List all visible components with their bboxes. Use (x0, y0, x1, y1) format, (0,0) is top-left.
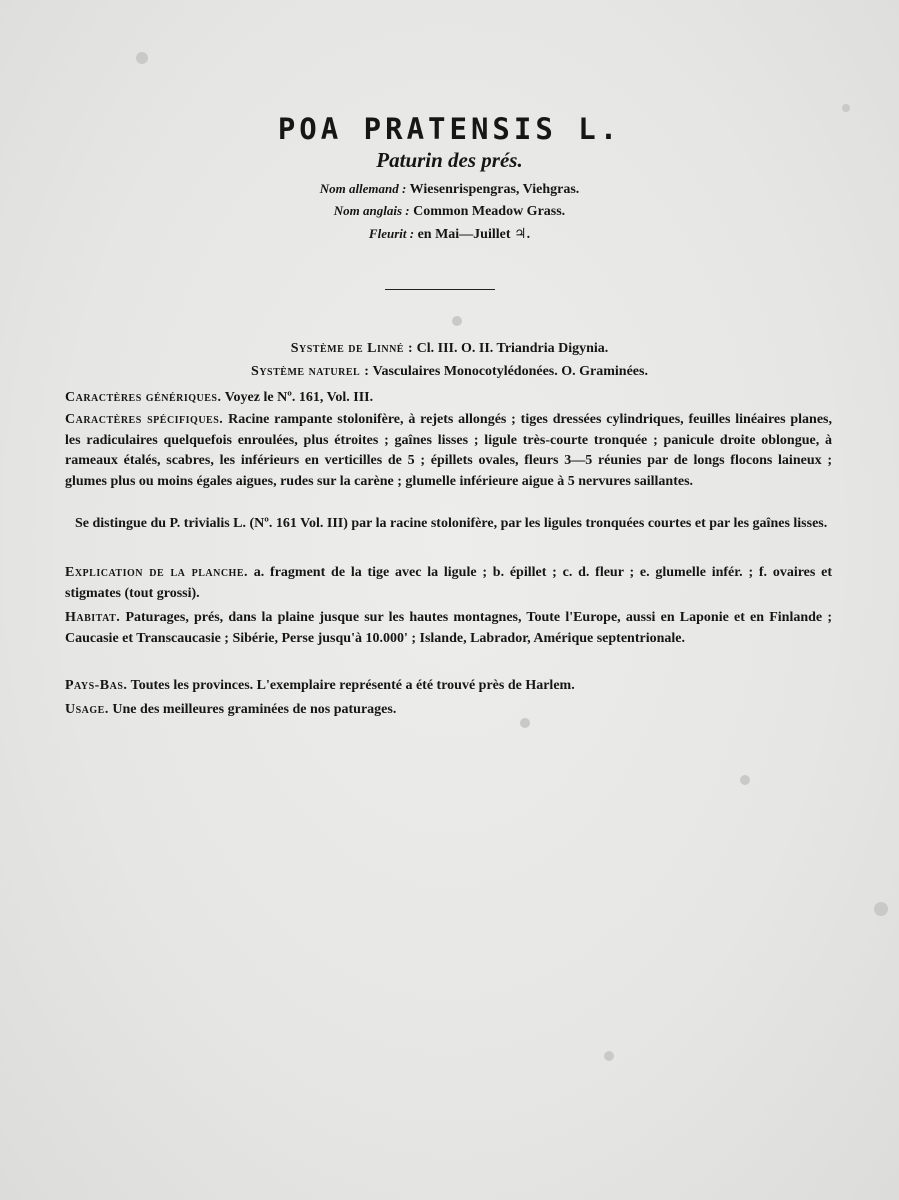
paysbas-text: Toutes les provinces. L'exemplaire représenté a été trouvé près de Harlem. (130, 678, 575, 693)
netherlands-paragraph (65, 676, 832, 697)
german-name-line (0, 181, 899, 198)
habitat-paragraph (65, 608, 832, 649)
paper-speck (136, 52, 148, 64)
linne-label: Système de Linné : (290, 341, 414, 356)
linne-system-line (0, 341, 899, 357)
english-name-value: Common Meadow Grass. (413, 204, 566, 219)
flowering-label: Fleurit : (368, 226, 415, 241)
habitat-label: Habitat. (65, 610, 121, 625)
specifiques-text: Racine rampante stolonifère, à rejets allongés ; tiges dressées cylindriques, feuilles linéaires planes, les radiculaires quelquefois enroulées, plus étroites ; gaînes lisses ; ligule très-courte tronquée ; panicule droite oblongue, à rameaux étalés, scabres, les inférieurs en verticilles de 5 ; épillets ovales, fleurs 3—5 réunies par de longs flocons laineux ; glumes plus ou moins égales aigues, rudes sur la carène ; glumelle inférieure aigue à 5 nervures saillantes. (65, 412, 833, 489)
naturel-label: Système naturel : (251, 364, 370, 379)
english-name-label: Nom anglais : (333, 203, 410, 218)
explication-label: Explication de la planche. (65, 565, 248, 580)
paper-speck (842, 104, 850, 112)
paper-speck (740, 775, 750, 785)
explication-text: a. fragment de la tige avec la ligule ; b. épillet ; c. d. fleur ; e. glumelle infér. ; f. ovaires et stigmates (tout grossi). (65, 565, 833, 601)
specific-characters-paragraph (65, 410, 832, 492)
specifiques-label: Caractères spécifiques. (65, 412, 224, 427)
distinction-paragraph: Se distingue du P. trivialis L. (Nº. 161 Vol. III) par la racine stolonifère, par les ligules tronquées courtes et par les gaînes lisses. (75, 516, 828, 531)
usage-paragraph (65, 700, 832, 721)
species-title: POA PRATENSIS L. (277, 112, 622, 146)
english-name-line (0, 203, 899, 220)
flowering-line (0, 226, 899, 243)
paper-speck (452, 316, 462, 326)
divider-rule (385, 289, 495, 290)
paysbas-label: Pays-Bas. (65, 678, 128, 693)
usage-text: Une des meilleures graminées de nos paturages. (112, 702, 397, 717)
paper-speck (874, 902, 888, 916)
habitat-text: Paturages, prés, dans la plaine jusque sur les hautes montagnes, Toute l'Europe, aussi en Laponie et en Finlande ; Caucasie et Transcaucasie ; Sibérie, Perse jusqu'à 10.000' ; Islande, Labrador, Amérique septentrionale. (65, 610, 832, 646)
naturel-value: Vasculaires Monocotylédonées. O. Graminées. (372, 364, 648, 379)
generiques-text: Voyez le Nº. 161, Vol. III. (224, 390, 374, 405)
natural-system-line (0, 364, 899, 380)
generic-characters-paragraph (65, 388, 832, 409)
plate-explanation-paragraph (65, 563, 832, 604)
german-name-label: Nom allemand : (319, 181, 407, 196)
german-name-value: Wiesenrispengras, Viehgras. (409, 182, 580, 197)
paper-speck (604, 1051, 614, 1061)
generiques-label: Caractères génériques. (65, 390, 222, 405)
linne-value: Cl. III. O. II. Triandria Digynia. (416, 341, 609, 356)
flowering-value: en Mai—Juillet ♃. (417, 227, 531, 242)
common-name-french: Paturin des prés. (376, 148, 523, 172)
usage-label: Usage. (65, 702, 109, 717)
